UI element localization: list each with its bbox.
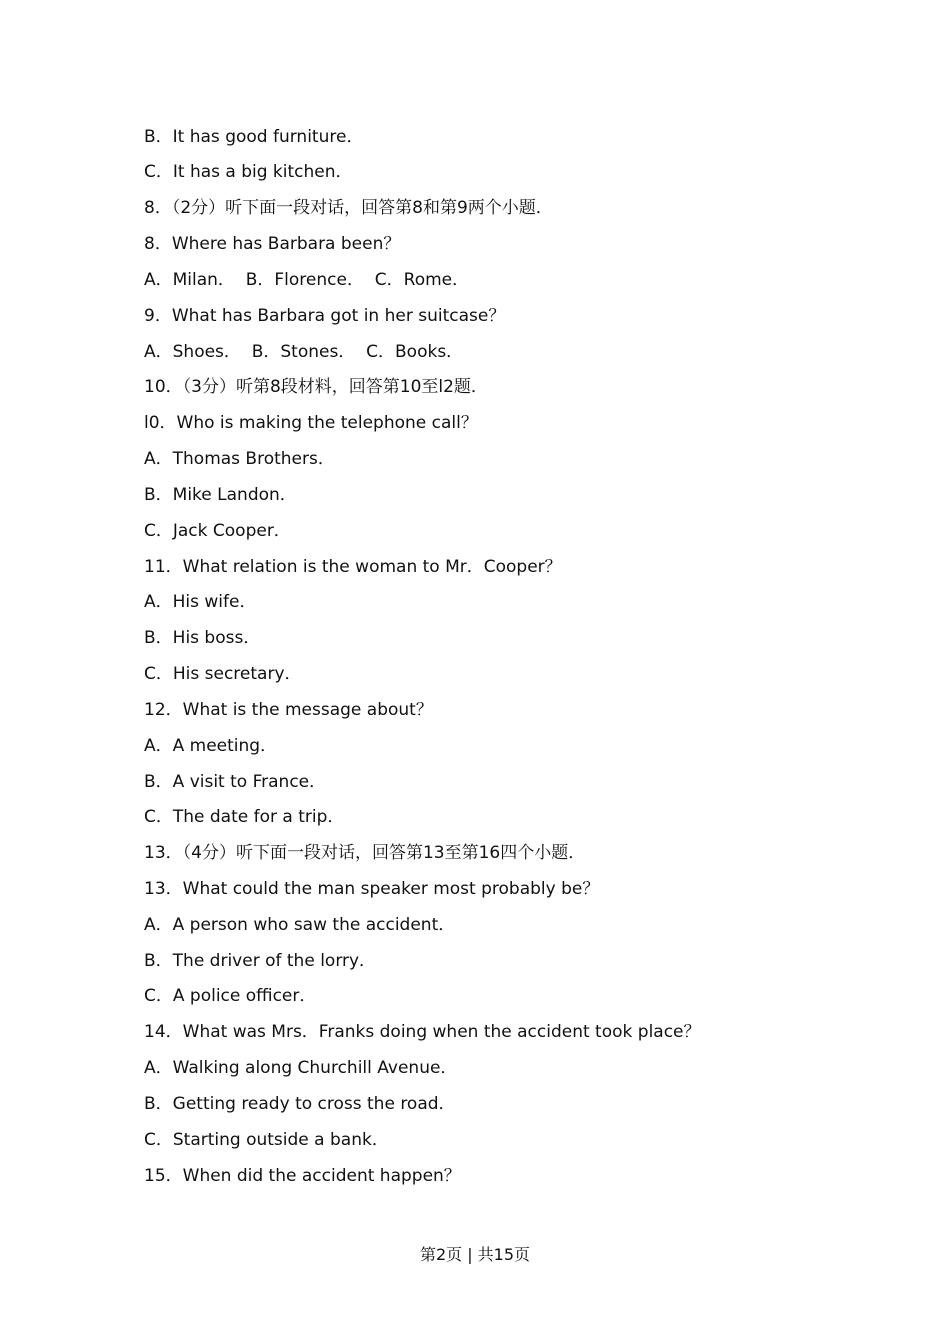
section-heading: 8．（2分）听下面一段对话，回答第8和第9两个小题．: [144, 198, 553, 218]
option-line: C．Jack Cooper．: [144, 521, 291, 541]
page-footer: 第2页 | 共15页: [419, 1245, 531, 1264]
section-heading: 13．（4分）听下面一段对话，回答第13至第16四个小题．: [144, 843, 586, 863]
question-line: 12．What is the message about？: [144, 700, 433, 720]
option-line: A．A meeting．: [144, 736, 278, 756]
option-line: A．Milan． B．Florence． C．Rome．: [144, 270, 470, 290]
option-line: B．A visit to France．: [144, 772, 327, 792]
option-line: C．His secretary．: [144, 664, 302, 684]
question-line: 13．What could the man speaker most probably be？: [144, 879, 600, 899]
option-line: A．Shoes． B．Stones． C．Books．: [144, 342, 464, 362]
option-line: A．Thomas Brothers．: [144, 449, 335, 469]
option-line: C．Starting outside a bank．: [144, 1130, 389, 1150]
section-heading: 10．（3分）听第8段材料，回答第10至l2题．: [144, 377, 488, 397]
option-line: B．The driver of the lorry．: [144, 951, 377, 971]
option-line: B．Getting ready to cross the road．: [144, 1094, 456, 1114]
question-line: l0．Who is making the telephone call？: [144, 413, 478, 433]
option-line: A．Walking along Churchill Avenue．: [144, 1058, 458, 1078]
question-line: 14．What was Mrs．Franks doing when the accident took place？: [144, 1022, 701, 1042]
option-line: A．His wife．: [144, 592, 257, 612]
option-line: B．It has good furniture．: [144, 127, 364, 147]
question-line: 11．What relation is the woman to Mr．Cooper？: [144, 557, 562, 577]
option-line: A．A person who saw the accident．: [144, 915, 456, 935]
question-line: 8．Where has Barbara been？: [144, 234, 401, 254]
question-line: 15．When did the accident happen？: [144, 1166, 461, 1186]
question-line: 9．What has Barbara got in her suitcase？: [144, 306, 506, 326]
option-line: C．A police officer．: [144, 986, 317, 1006]
option-line: C．The date for a trip．: [144, 807, 345, 827]
option-line: C．It has a big kitchen．: [144, 162, 353, 182]
option-line: B．His boss．: [144, 628, 261, 648]
option-line: B．Mike Landon．: [144, 485, 297, 505]
